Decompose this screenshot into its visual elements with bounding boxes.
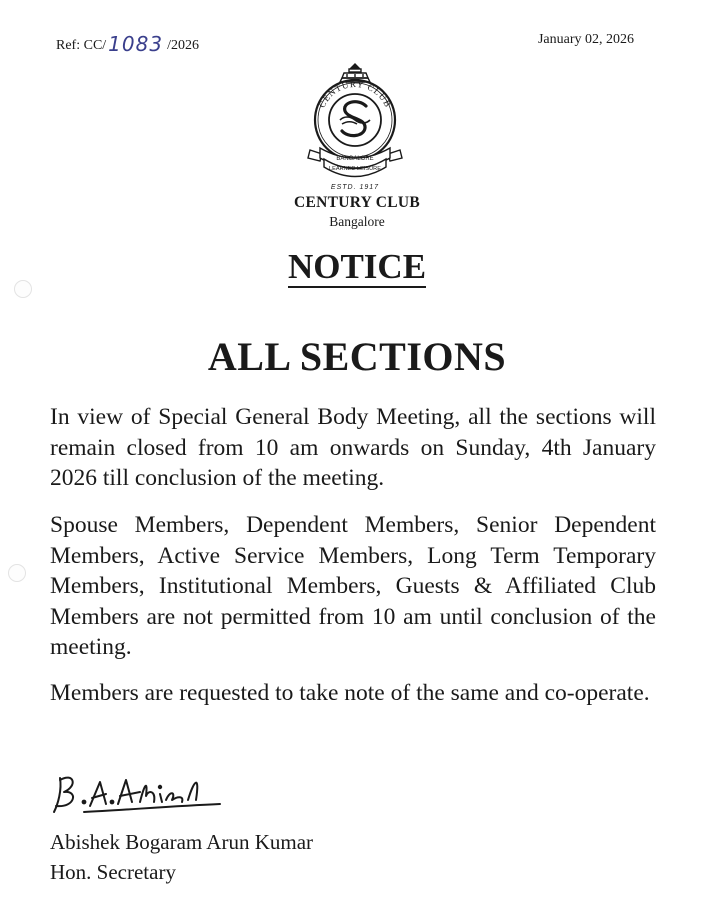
punch-hole-bottom [8, 564, 26, 582]
logo-ribbon-motto: LEARNED LEISURE [329, 166, 381, 172]
notice-paragraph-restrictions: Spouse Members, Dependent Members, Senior Dependent Members, Active Service Members, Long Term Temporary Members, Institutional Members, Guests & Affiliated Club Members are not permitted from 10 am until conclusion of the meeting. [50, 512, 656, 660]
signatory-name: Abishek Bogaram Arun Kumar [50, 830, 314, 854]
club-city: Bangalore [329, 214, 385, 229]
ref-suffix: /2026 [167, 38, 199, 53]
ref-number-handwritten: 1083 [108, 32, 164, 56]
signatory-title: Hon. Secretary [50, 860, 176, 884]
signature [44, 760, 234, 828]
club-logo [302, 62, 408, 196]
notice-title-text: NOTICE [287, 247, 427, 286]
notice-paragraph-request: Members are requested to take note of the same and co-operate. [50, 680, 650, 706]
club-name: CENTURY CLUB [293, 194, 421, 211]
logo-estd: ESTD. 1917 [330, 184, 380, 191]
notice-heading: ALL SECTIONS [207, 334, 507, 379]
notice-date: January 02, 2026 [537, 32, 634, 47]
notice-title [0, 248, 714, 288]
ref-prefix: Ref: CC/ [56, 38, 107, 53]
logo-ribbon-city: BANGALORE [336, 156, 374, 162]
logo-ring-text: CENTURY CLUB [316, 78, 394, 110]
notice-paragraph-closure: In view of Special General Body Meeting, all the sections will remain closed from 10 am onwards on Sunday, 4th January 2026 till conclusion of the meeting. [50, 404, 656, 491]
reference-number [56, 30, 199, 54]
